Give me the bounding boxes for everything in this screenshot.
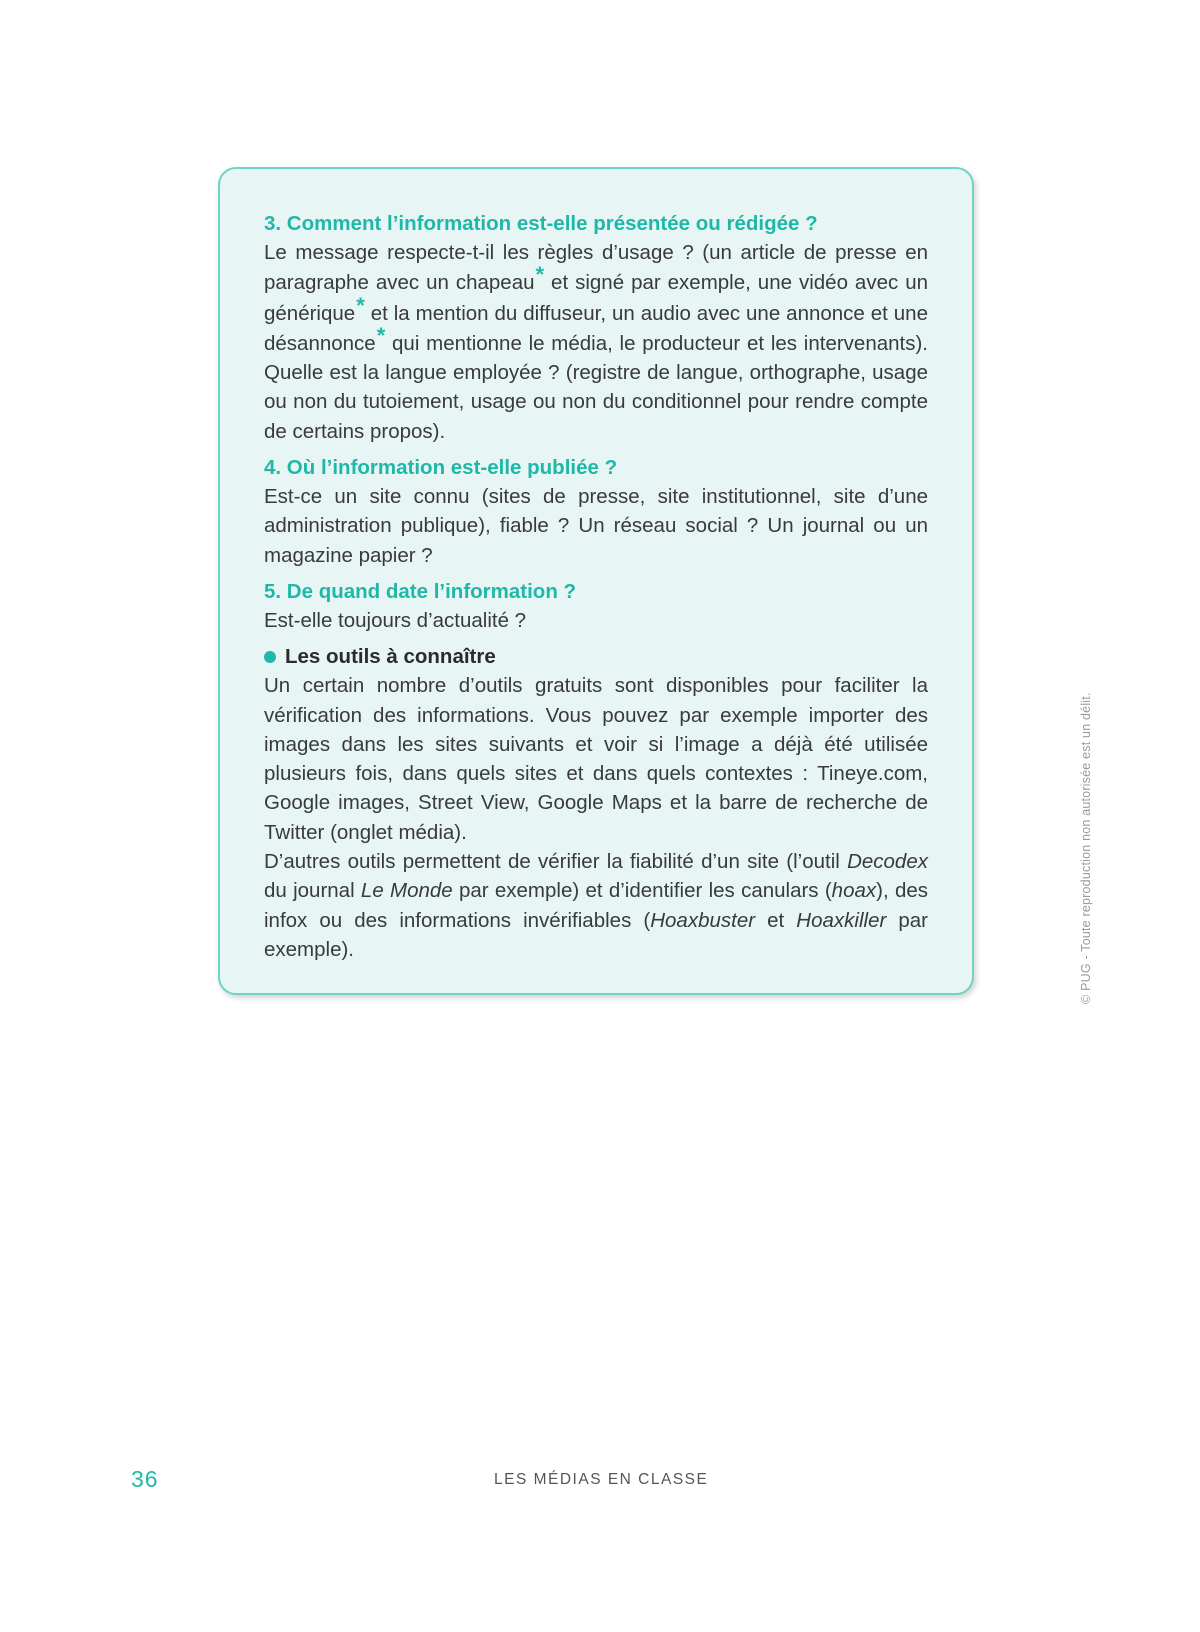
asterisk-icon: * — [376, 322, 386, 348]
text-fragment: et la mention du diffuseur, un audio avec une annonce et une désannonce — [264, 301, 928, 355]
text-fragment: du journal — [264, 879, 361, 903]
newspaper-name: Le Monde — [360, 879, 453, 903]
tools-paragraph-2 — [264, 847, 928, 964]
text-fragment: par exemple). — [264, 908, 928, 961]
section-title-publication: 4. Où l’information est-elle publiée ? — [264, 456, 618, 480]
text-fragment: ), des infox ou des informations invérifiables ( — [264, 879, 928, 932]
tool-name-hoaxkiller: Hoaxkiller — [796, 908, 887, 932]
text-fragment: et signé par exemple, une vidéo avec un générique — [264, 271, 928, 325]
tool-name-hoaxbuster: Hoaxbuster — [650, 908, 756, 932]
asterisk-icon: * — [535, 262, 545, 288]
tools-heading — [264, 642, 928, 671]
text-fragment: qui mentionne le média, le producteur et les intervenants). Quelle est la langue employée ? (registre de langue, orthographe, usage ou non du tutoiement, usage ou non du conditionnel pour rendre compte de certains propos). — [264, 331, 928, 443]
bullet-icon — [264, 651, 276, 663]
section-text-presentation — [264, 238, 928, 446]
asterisk-icon: * — [356, 292, 365, 318]
info-box — [218, 167, 974, 995]
text-fragment: D’autres outils permettent de vérifier la fiabilité d’un site (l’outil — [264, 850, 848, 874]
text-fragment: Le message respecte-t-il les règles d’usage ? (un article de presse en paragraphe avec un chapeau — [264, 241, 928, 295]
section-title-presentation: 3. Comment l’information est-elle présentée ou rédigée ? — [264, 212, 818, 235]
section-title-date: 5. De quand date l’information ? — [264, 579, 577, 603]
text-fragment: par exemple) et d’identifier les canulars ( — [452, 879, 832, 903]
tool-name-decodex: Decodex — [847, 850, 928, 874]
text-fragment: et — [755, 908, 797, 932]
section-text-publication: Est-ce un site connu (sites de presse, site institutionnel, site d’une administration publique), fiable ? Un réseau social ? Un journal ou un magazine papier ? — [264, 485, 928, 567]
running-title: LES MÉDIAS EN CLASSE — [494, 1471, 709, 1488]
section-text-date: Est-elle toujours d’actualité ? — [264, 608, 527, 632]
tools-heading-label: Les outils à connaître — [285, 645, 496, 669]
copyright-notice: © PUG - Toute reproduction non autorisée est un délit. — [1079, 692, 1093, 1004]
term-hoax: hoax — [831, 879, 877, 903]
page-number: 36 — [131, 1466, 159, 1492]
tools-paragraph-1: Un certain nombre d’outils gratuits sont disponibles pour faciliter la vérification des informations. Vous pouvez par exemple importer des images dans les sites suivants et voir si l’image a déjà été utilisée plusieurs fois, dans quels sites et dans quels contextes : Tineye.com, Google images, Street View, Google Maps et la barre de recherche de Twitter (onglet média). — [264, 674, 928, 844]
